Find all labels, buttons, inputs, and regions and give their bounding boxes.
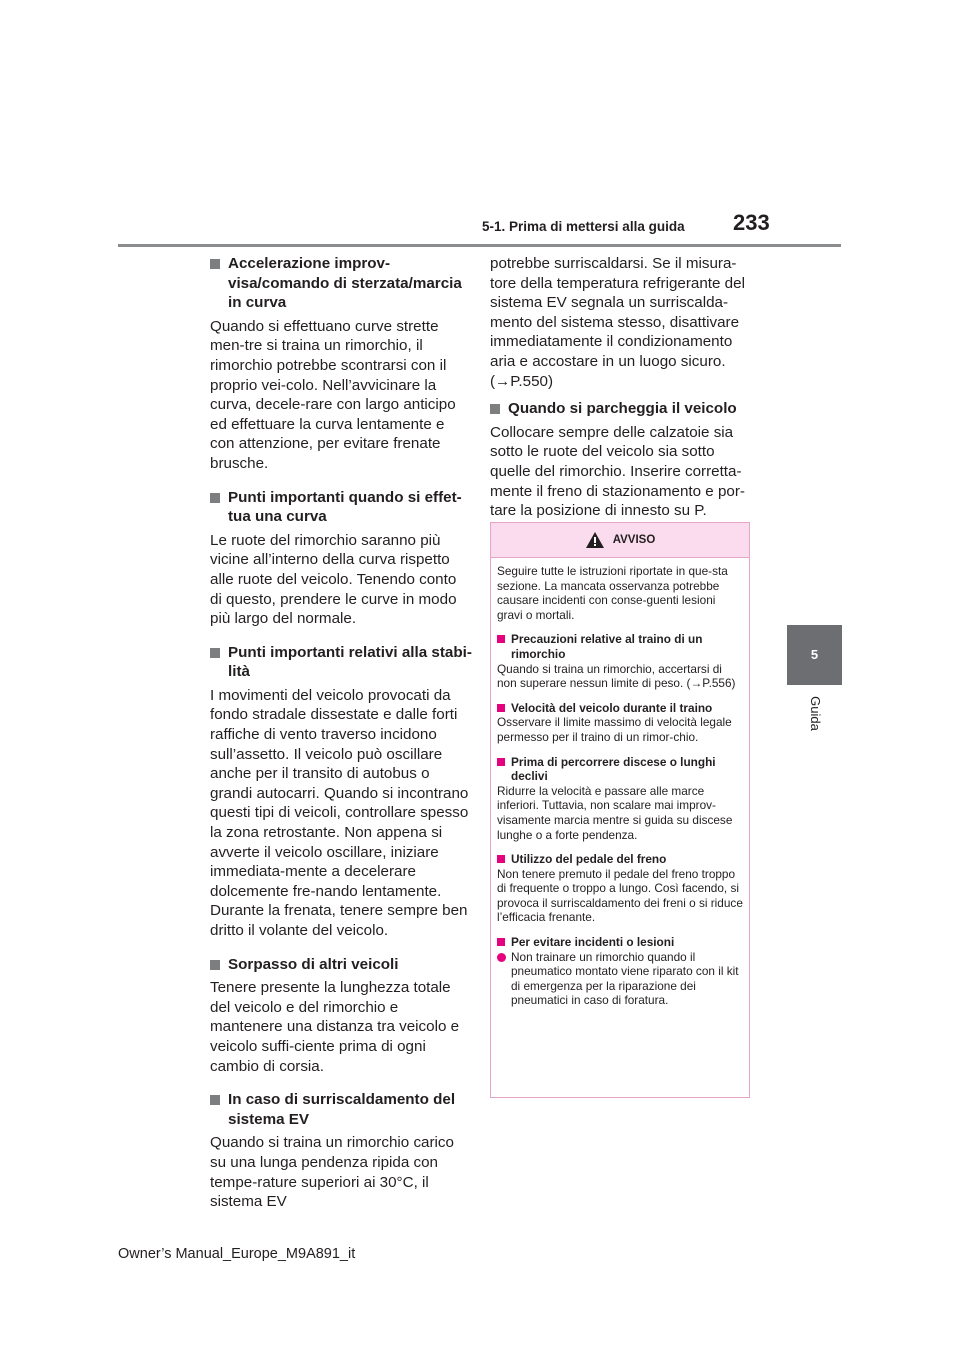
warning-item-heading: Precauzioni relative al traino di un rimorchio [511, 632, 703, 661]
square-bullet-icon [497, 938, 505, 946]
square-bullet-icon [497, 855, 505, 863]
warning-item-text: Non tenere premuto il pedale del freno troppo di frequente o troppo a lungo. Così facendo, si provoca il surriscaldamento dei freni o si riduce l’efficacia frenante. [497, 866, 743, 925]
section-overtaking [210, 955, 472, 1077]
section-heading: Accelerazione improv-visa/comando di sterzata/marcia in curva [228, 255, 462, 312]
square-bullet-icon [210, 259, 220, 269]
warning-item-heading: Per evitare incidenti o lesioni [511, 935, 675, 950]
square-bullet-icon [497, 758, 505, 766]
section-heading: Quando si parcheggia il veicolo [508, 400, 737, 418]
warning-item-heading: Prima di percorrere discese o lunghi declivi [511, 754, 716, 784]
warning-box [490, 522, 750, 1098]
square-bullet-icon [490, 404, 500, 414]
warning-title: AVVISO [612, 534, 656, 546]
section-text: I movimenti del veicolo provocati da fondo stradale dissestate e dalle forti raffiche di vento traverso incidono sull’assetto. Il veicolo può oscillare anche per il transito di autobus o grandi autocarri. Quando si incontrano questi tipi di veicoli, controllare spesso la zona retrostante. Non appena si avverte il veicolo oscillare, iniziare immediata-mente a decelerare dolcemente fre-nando lentamente. Durante la frenata, tenere sempre ben dritto il volante del veicolo. [210, 686, 469, 939]
warning-intro: Seguire tutte le istruzioni riportate in que-sta sezione. La mancata osservanza potrebbe causare incidenti con conse-guenti lesioni gravi o mortali. [497, 564, 728, 622]
left-column [210, 254, 472, 1226]
section-text: Quando si effettuano curve strette men-tre si traina un rimorchio, il rimorchio potrebbe scontrarsi con il proprio vei-colo. Nell’avvicinare la curva, decele-rare con largo anticipo ed effettuare la curva lentamente e con attenzione, per evitare frenate brusche. [210, 317, 456, 472]
section-curves [210, 488, 472, 629]
square-bullet-icon [210, 648, 220, 658]
warning-item-text: Ridurre la velocità e passare alle marce inferiori. Tuttavia, non scalare mai improv-visamente marcia mentre si guida su discese lunghe o a forte pendenza. [497, 783, 733, 842]
warning-bullet-text: Non trainare un rimorchio quando il pneumatico montato viene riparato con il kit di emergenza per la riparazione dei pneumatici in caso di foratura. [511, 949, 739, 1008]
section-heading: Sorpasso di altri veicoli [228, 955, 399, 973]
square-bullet-icon [497, 635, 505, 643]
section-text: Quando si traina un rimorchio carico su una lunga pendenza ripida con tempe-rature superiori ai 30°C, il sistema EV [210, 1134, 454, 1211]
section-acceleration [210, 254, 472, 474]
warning-item-heading: Velocità del veicolo durante il traino [511, 700, 713, 715]
warning-body [491, 558, 749, 1008]
section-heading: Punti importanti relativi alla stabi-lità [228, 643, 472, 681]
section-text: Le ruote del rimorchio saranno più vicine all’interno della curva rispetto alle ruote del veicolo. Tenendo conto di questo, prendere le curve in modo più largo del normale. [210, 531, 457, 628]
chapter-label: Guida [807, 695, 823, 731]
page-number: 233 [733, 210, 770, 235]
section-text: Tenere presente la lunghezza totale del veicolo e del rimorchio e mantenere una distanza tra veicolo e veicolo suffi-ciente prima di ogni cambio di corsia. [210, 979, 460, 1075]
section-text: Collocare sempre delle calzatoie sia sotto le ruote del veicolo sia sotto quelle del rimorchio. Inserire corretta-mente il freno di stazionamento e por-tare la posizione di innesto su P. [490, 423, 745, 520]
chapter-tab[interactable]: 5 [787, 625, 842, 685]
square-bullet-icon [210, 1095, 220, 1105]
warning-item-heading: Utilizzo del pedale del freno [511, 852, 667, 867]
section-heading: Punti importanti quando si effet-tua una curva [228, 488, 462, 526]
section-heading: In caso di surriscaldamento del sistema EV [228, 1091, 456, 1128]
warning-bullet-item [497, 950, 743, 1008]
section-stability [210, 643, 472, 941]
header-divider [118, 244, 841, 247]
right-column [490, 254, 750, 529]
square-bullet-icon [210, 960, 220, 970]
section-title: 5-1. Prima di mettersi alla guida [482, 219, 685, 234]
section-parking [490, 399, 750, 521]
continued-text: potrebbe surriscaldarsi. Se il misura-tore della temperatura refrigerante del sistema EV segnala un surriscalda-mento del sistema stesso, disattivare immediatamente il condizionamento aria e accostare in un luogo sicuro. (→P.550) [490, 255, 745, 390]
footer-text: Owner’s Manual_Europe_M9A891_it [118, 1246, 356, 1262]
square-bullet-icon [210, 493, 220, 503]
warning-item-text: Quando si traina un rimorchio, accertarsi di non superare nessun limite di peso. (→P.556) [497, 661, 736, 691]
section-overheating [210, 1090, 472, 1212]
square-bullet-icon [497, 704, 505, 712]
warning-item-text: Osservare il limite massimo di velocità legale permesso per il traino di un rimor-chio. [497, 715, 732, 744]
warning-triangle-icon [585, 531, 605, 549]
warning-header [491, 523, 749, 558]
round-bullet-icon [497, 953, 506, 962]
